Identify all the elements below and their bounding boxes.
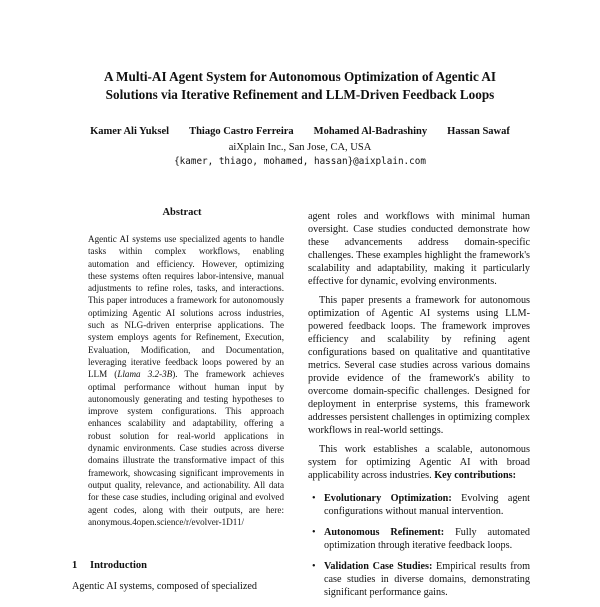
abstract-text-continued: ). The framework achieves optimal performance without human input by autonomously generating and testing hypotheses to improve system configurations. This approach enhances scalability and adaptability, offering a robust solution for real-world applications in dynamic environments. Case studies across diverse domains illustrate the transformative impact of this framework, showcasing significant improvements in output quality, relevance, and actionability. All data for these case studies, including original and evolved agent codes, along with their outputs, are here: anonymous.4open.science/r/evolver-1D11/ [88, 369, 285, 527]
author-list [40, 126, 560, 137]
list-item-text: Evolving agent configurations without manual intervention. [324, 493, 530, 517]
affiliation: aiXplain Inc., San Jose, CA, USA [228, 142, 372, 153]
abstract-heading: Abstract [162, 207, 202, 218]
introduction-text: Agentic AI systems, composed of specialized [72, 581, 258, 592]
bullet-icon: • [312, 527, 316, 538]
section-heading-introduction [72, 560, 147, 571]
list-item-text: Empirical results from case studies in diverse domains, demonstrating significant performance gains. [324, 561, 530, 598]
left-column [78, 207, 286, 528]
right-column [308, 210, 530, 607]
section-title: Introduction [90, 560, 147, 571]
list-item-text: Fully automated optimization through iterative feedback loops. [324, 527, 530, 551]
list-item-label: Autonomous Refinement: [324, 527, 445, 538]
bullet-icon: • [312, 493, 316, 504]
paragraph: This paper presents a framework for autonomous optimization of Agentic AI systems using LLM-powered feedback loops. The framework improves efficiency and scalability by refining agent configurations based on qualitative and quantitative metrics. Several case studies across various domains provide evidence of the framework's ability to overcome domain-specific challenges. Designed for deployment in enterprise systems, this framework addresses persistent challenges in optimizing complex workflows in real-world settings. [308, 295, 530, 436]
model-name: Llama 3.2-3B [117, 369, 173, 380]
key-contributions-label: Key contributions: [434, 470, 516, 481]
list-item [308, 526, 530, 552]
author-name: Hassan Sawaf [447, 126, 510, 137]
list-item-label: Validation Case Studies: [324, 561, 433, 572]
title-line-2: Solutions via Iterative Refinement and LLM-Driven Feedback Loops [105, 87, 495, 102]
paragraph: agent roles and workflows with minimal human oversight. Case studies conducted demonstrate how these advancements address domain-specific challenges. These examples highlight the framework's scalability and adaptability, making it particularly effective for dynamic, evolving environments. [308, 211, 530, 287]
author-name: Kamer Ali Yuksel [90, 126, 170, 137]
title-line-1: A Multi-AI Agent System for Autonomous Optimization of Agentic AI [103, 69, 497, 84]
section-number: 1 [72, 560, 78, 571]
list-item-label: Evolutionary Optimization: [324, 493, 452, 504]
paragraph-text: This work establishes a scalable, autonomous system for optimizing Agentic AI with broad applicability across industries. [308, 444, 530, 481]
abstract-text: Agentic AI systems use specialized agents to handle tasks within complex workflows, enabling automation and efficiency. However, optimizing these systems often requires labor-intensive, manual adjustments to refine roles, tasks, and interactions. This paper introduces a framework for autonomously optimizing Agentic AI solutions across industries, such as NLG-driven enterprise applications. The system employs agents for Refinement, Execution, Evaluation, Modification, and Documentation, leveraging iterative feedback loops powered by an LLM ( [88, 234, 284, 380]
abstract-body [88, 233, 284, 528]
list-item [308, 492, 530, 518]
author-name: Thiago Castro Ferreira [189, 126, 294, 137]
paper-title [60, 68, 540, 104]
bullet-icon: • [312, 561, 316, 572]
list-item [308, 560, 530, 599]
author-emails: {kamer, thiago, mohamed, hassan}@aixplain.com [174, 156, 426, 167]
author-name: Mohamed Al-Badrashiny [313, 126, 428, 137]
contribution-list [308, 492, 530, 599]
paragraph [308, 443, 530, 482]
